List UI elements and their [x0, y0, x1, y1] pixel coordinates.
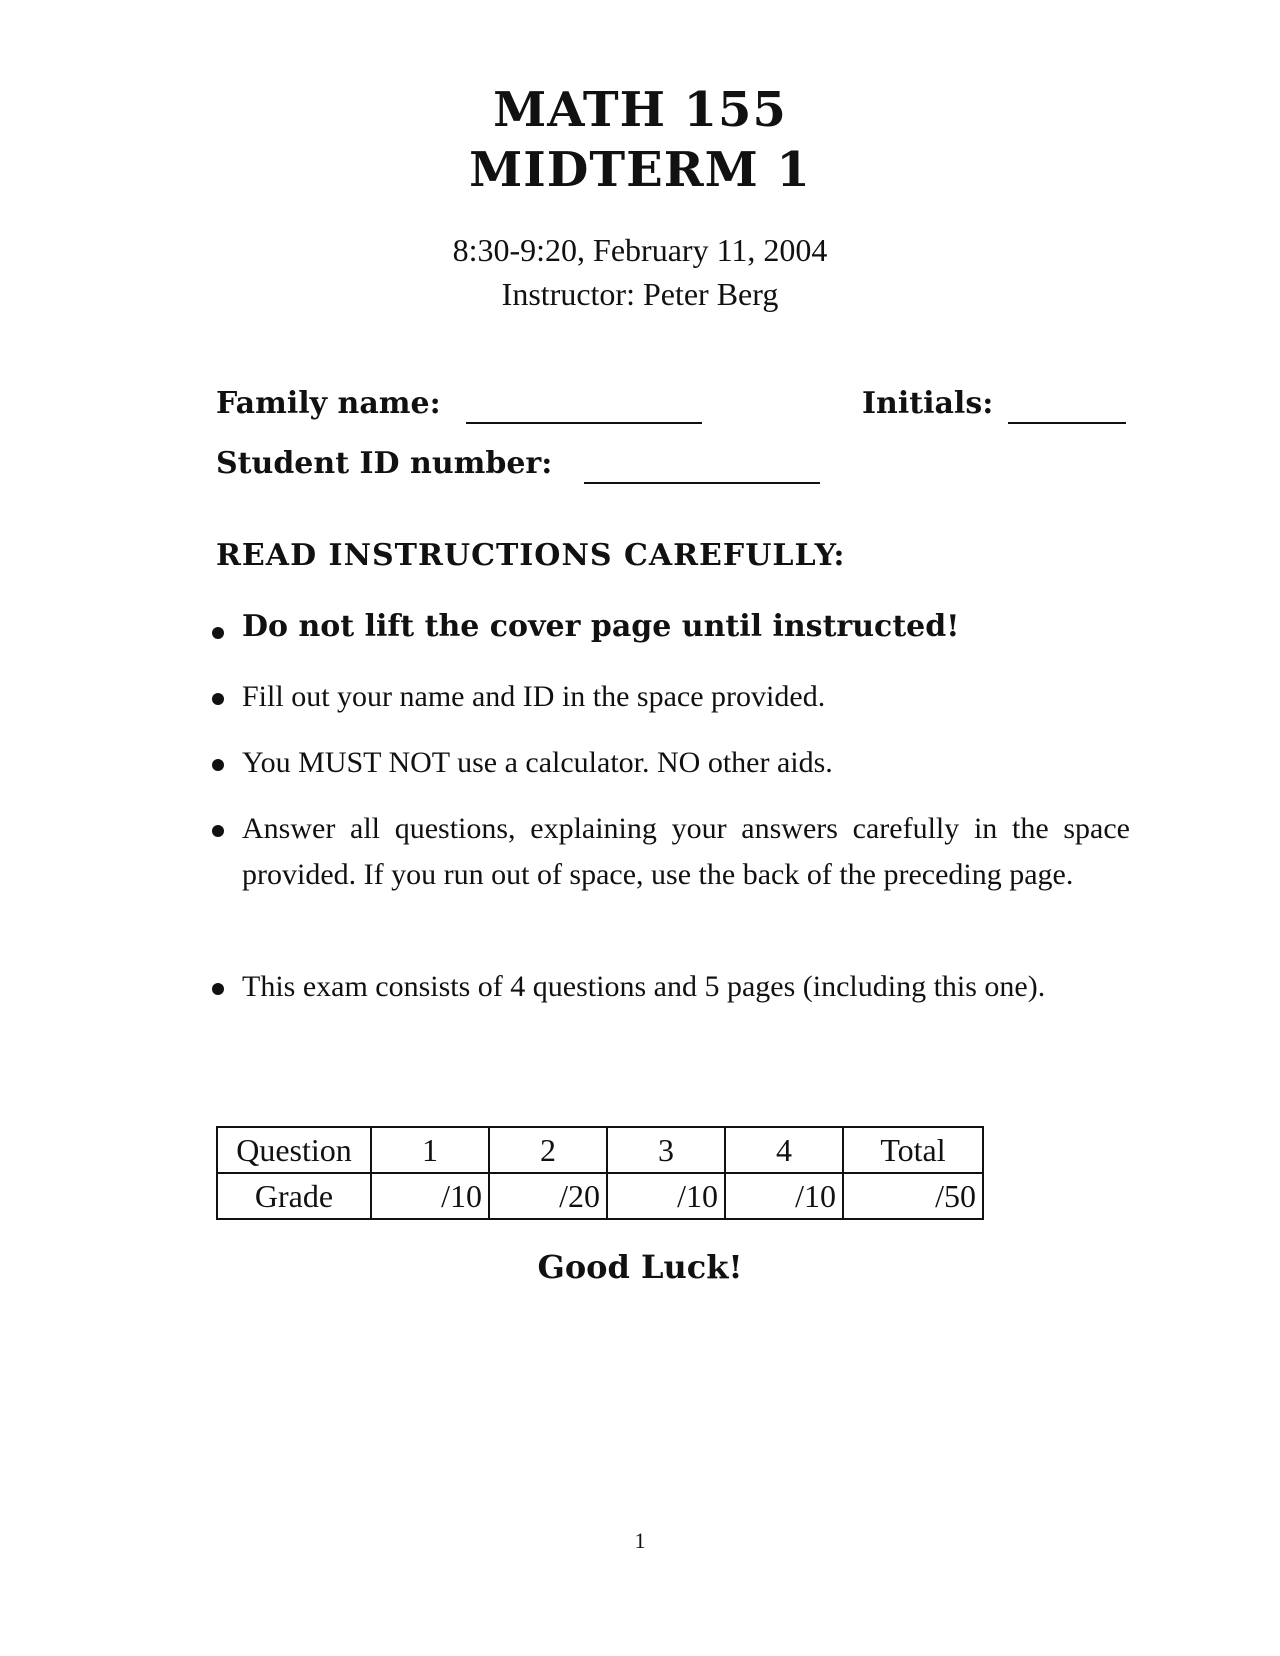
instruction-text: Answer all questions, explaining your answers carefully in the space provided. If you run out of space, use the back of the preceding page.: [242, 812, 1130, 891]
table-cell: /10: [371, 1173, 489, 1219]
bullet-icon: [212, 759, 224, 771]
instructions-heading: READ INSTRUCTIONS CAREFULLY:: [216, 538, 846, 573]
family-name-label: Family name:: [216, 386, 441, 421]
initials-label: Initials:: [862, 386, 994, 421]
table-cell: Total: [843, 1127, 983, 1173]
table-cell: 2: [489, 1127, 607, 1173]
exam-title: MIDTERM 1: [469, 142, 811, 198]
good-luck-text: Good Luck!: [537, 1248, 743, 1286]
instruction-text: Fill out your name and ID in the space provided.: [242, 680, 826, 713]
student-id-label: Student ID number:: [216, 446, 553, 481]
instruction-text: This exam consists of 4 questions and 5 pages (including this one).: [242, 970, 1046, 1003]
table-cell: /10: [725, 1173, 843, 1219]
table-cell: /50: [843, 1173, 983, 1219]
bullet-icon: [212, 627, 224, 639]
table-cell: /20: [489, 1173, 607, 1219]
student-id-field[interactable]: [584, 482, 820, 484]
course-title: MATH 155: [493, 82, 787, 138]
table-cell: 1: [371, 1127, 489, 1173]
family-name-field[interactable]: [466, 422, 702, 424]
instructor-line: Instructor: Peter Berg: [501, 276, 779, 312]
instruction-text: You MUST NOT use a calculator. NO other aids.: [242, 746, 833, 779]
table-row-grade: [217, 1173, 983, 1219]
table-cell: 4: [725, 1127, 843, 1173]
bullet-icon: [212, 825, 224, 837]
grade-table: [216, 1126, 984, 1220]
table-cell: /10: [607, 1173, 725, 1219]
instruction-text: Do not lift the cover page until instructed!: [242, 609, 960, 644]
initials-field[interactable]: [1008, 422, 1126, 424]
exam-datetime: 8:30-9:20, February 11, 2004: [452, 232, 828, 268]
bullet-icon: [212, 693, 224, 705]
bullet-icon: [212, 983, 224, 995]
table-cell: Grade: [217, 1173, 371, 1219]
table-cell: 3: [607, 1127, 725, 1173]
page-number: 1: [634, 1528, 646, 1553]
table-row-question: [217, 1127, 983, 1173]
table-cell: Question: [217, 1127, 371, 1173]
